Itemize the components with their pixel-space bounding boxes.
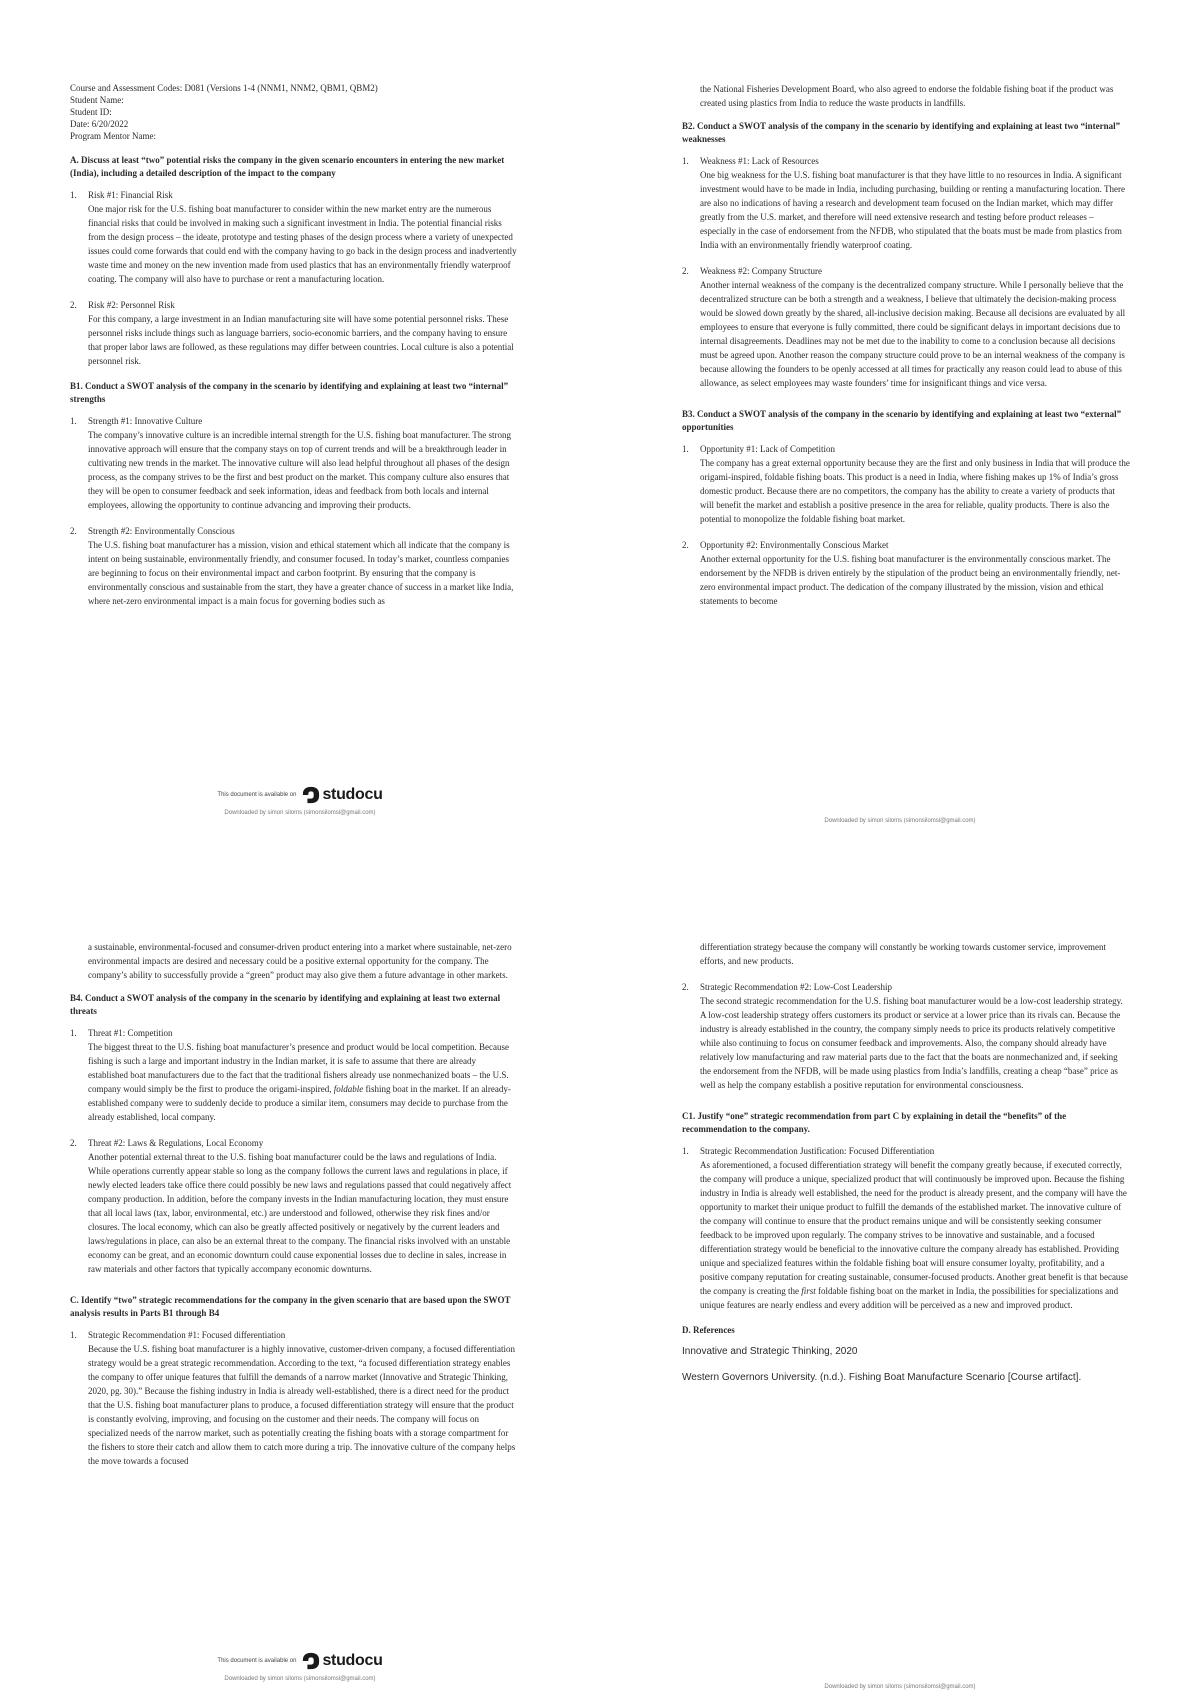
section-b3-heading: B3. Conduct a SWOT analysis of the company in the scenario by identifying and explaining at least two “external” opportunities bbox=[682, 409, 1122, 432]
reference-item: Western Governors University. (n.d.). Fishing Boat Manufacture Scenario [Course artifact]. bbox=[682, 1372, 1082, 1383]
threat1-title: Threat #1: Competition bbox=[88, 1028, 173, 1038]
recommendation1-title: Strategic Recommendation #1: Focused differentiation bbox=[88, 1330, 286, 1340]
page-footer bbox=[600, 812, 1200, 824]
strength2-title: Strength #2: Environmentally Conscious bbox=[88, 526, 235, 536]
footer-downloaded-text: Downloaded by simon siloms (simonsilomsl@gmail.com) bbox=[224, 810, 376, 816]
item-title: 1. Strength #1: Innovative Culture bbox=[70, 416, 203, 426]
list-item bbox=[682, 154, 1130, 252]
item-title: 1. Strategic Recommendation Justification: Focused Differentiation bbox=[682, 1146, 935, 1156]
weakness1-title: Weakness #1: Lack of Resources bbox=[700, 156, 819, 166]
section-c-heading: C. Identify “two” strategic recommendations for the company in the given scenario that are based upon the SWOT analysis results in Parts B1 through B4 bbox=[70, 1295, 511, 1318]
item-title: 1. Threat #1: Competition bbox=[70, 1028, 173, 1038]
list-item bbox=[70, 1026, 518, 1124]
section-c1-heading: C1. Justify “one” strategic recommendation from part C by explaining in detail the “benefits” of the recommendation to the company. bbox=[682, 1111, 1067, 1134]
footer-available-text: This document is available on bbox=[217, 1658, 297, 1664]
header-student-id: Student ID: bbox=[70, 107, 112, 117]
page-footer bbox=[0, 1652, 600, 1682]
list-item bbox=[70, 414, 518, 512]
justification-body-part: foldable fishing boat on the market in India, the possibilities for specializations and unique features are nearly endless and every addition will be perceived as a new and improved product. bbox=[700, 1286, 1119, 1310]
footer-downloaded-text: Downloaded by simon siloms (simonsilomsl@gmail.com) bbox=[824, 818, 976, 824]
list-item bbox=[682, 980, 1130, 1092]
header-student-name: Student Name: bbox=[70, 95, 124, 105]
threat2-body: Another potential external threat to the U.S. fishing boat manufacturer could be the laws and regulations of India. While operations currently appear stable so long as the company follows the current laws and regulations in place, if newly elected leaders take office there could possibly be new laws and regulations passed that could negatively affect company production. In addition, before the company invests in the Indian manufacturing location, they must ensure that all local laws (tax, labor, environmental, etc.) are understood and followed, otherwise they risk fines and/or closures. The local economy, which can also be greatly affected positively or negatively by the current leaders and laws/regulations in place, can also be an external threat to the company. The financial risks involved with an unstable economy can be great, and an economic downturn could cause exponential losses due to decline in sales, increase in raw materials and other factors that typically accompany economic downturns. bbox=[88, 1152, 512, 1274]
threat1-body bbox=[88, 1040, 518, 1124]
section-d-heading: D. References bbox=[682, 1325, 735, 1335]
document-page-4 bbox=[600, 850, 1200, 1700]
section-b4-heading: B4. Conduct a SWOT analysis of the company in the scenario by identifying and explaining at least two external threats bbox=[70, 993, 501, 1016]
opportunity2-body: Another external opportunity for the U.S. fishing boat manufacturer is the environmentally conscious market. The endorsement by the NFDB is driven entirely by the stipulation of the product being an environmentally friendly, net-zero environmental impact product. The dedication of the company illustrated by the mission, vision and ethical statements to become bbox=[700, 554, 1121, 606]
weakness2-title: Weakness #2: Company Structure bbox=[700, 266, 823, 276]
studocu-logo-icon bbox=[302, 1652, 320, 1670]
studocu-brand-name: studocu bbox=[322, 786, 383, 803]
item-title: 2. Threat #2: Laws & Regulations, Local Economy bbox=[70, 1138, 264, 1148]
footer-available-text: This document is available on bbox=[217, 792, 297, 798]
weakness1-body: One big weakness for the U.S. fishing boat manufacturer is that they have little to no resources in India. A significant investment would have to be made in India, including purchasing, building or renting a manufacturing location. There are also no indications of having a research and development team focused on the Indian market, which may differ greatly from the U.S. market, and therefore will need extensive research and testing before product releases – especially in the case of endorsement from the NFDB, who stipulated that the boats must be made from plastics from India with an environmentally friendly waterproof coating. bbox=[700, 170, 1125, 250]
item-title: 1. Risk #1: Financial Risk bbox=[70, 190, 173, 200]
item-title: 1. Opportunity #1: Lack of Competition bbox=[682, 444, 835, 454]
item-title: 1. Strategic Recommendation #1: Focused differentiation bbox=[70, 1330, 286, 1340]
threat1-body-emphasis: foldable bbox=[333, 1084, 364, 1094]
section-b1-heading: B1. Conduct a SWOT analysis of the company in the scenario by identifying and explaining at least two “internal” strengths bbox=[70, 381, 509, 404]
page-footer bbox=[0, 786, 600, 816]
justification-body-emphasis: first bbox=[801, 1286, 816, 1296]
list-item bbox=[70, 1328, 518, 1468]
item-title: 2. Strength #2: Environmentally Conscious bbox=[70, 526, 235, 536]
page-content bbox=[70, 940, 518, 1480]
page-content bbox=[70, 82, 518, 620]
opportunity1-title: Opportunity #1: Lack of Competition bbox=[700, 444, 835, 454]
opportunity2-title: Opportunity #2: Environmentally Conscious Market bbox=[700, 540, 889, 550]
justification-body-part: As aforementioned, a focused differentiation strategy will benefit the company greatly because, if executed correctly, the company will produce a unique, specialized product that will continuously be improved upon. Because the fishing industry in India is already well established, the need for the product is already present, and the company will have the opportunity to market their unique product to fulfill the demands of the established market. The innovative culture of the company will continue to ensure that the product remains unique and will be consistently seeking consumer feedback to be improved upon regularly. The company strives to be innovative and sustainable, and a focused differentiation strategy would be beneficial to the innovative culture the company already has established. Providing unique and specialized features within the foldable fishing boat will ensure consumer loyalty, profitability, and a positive company reputation for creating sustainable, consumer-focused products. Another great benefit is that because the company is creating the bbox=[700, 1160, 1128, 1296]
risk2-title: Risk #2: Personnel Risk bbox=[88, 300, 175, 310]
continued-text: a sustainable, environmental-focused and consumer-driven product entering into a market where sustainable, net-zero environmental impacts are desired and necessary could be a positive external opportunity for the company. The company’s ability to successfully provide a “green” product may also give them a future advantage in other markets. bbox=[88, 942, 512, 980]
footer-downloaded-text: Downloaded by simon siloms (simonsilomsl@gmail.com) bbox=[224, 1676, 376, 1682]
footer-downloaded-text: Downloaded by simon siloms (simonsilomsl@gmail.com) bbox=[824, 1684, 976, 1690]
justification-body bbox=[700, 1158, 1130, 1312]
item-title: 2. Risk #2: Personnel Risk bbox=[70, 300, 175, 310]
document-page-3 bbox=[0, 850, 600, 1700]
section-a-heading: A. Discuss at least “two” potential risks the company in the given scenario encounters in entering the new market (India), including a detailed description of the impact to the company bbox=[70, 155, 505, 178]
studocu-logo[interactable] bbox=[302, 1652, 382, 1670]
item-title: 2. Strategic Recommendation #2: Low-Cost Leadership bbox=[682, 982, 892, 992]
item-title: 2. Opportunity #2: Environmentally Conscious Market bbox=[682, 540, 889, 550]
page-content bbox=[682, 940, 1130, 1397]
page-content bbox=[682, 82, 1130, 620]
risk2-body: For this company, a large investment in an Indian manufacturing site will have some potential personnel risks. These personnel risks include things such as language barriers, socio-economic barriers, and the company having to ensure that proper labor laws are followed, as these regulations may differ between countries. Local culture is also a potential personnel risk. bbox=[88, 314, 514, 366]
item-title: 1. Weakness #1: Lack of Resources bbox=[682, 156, 819, 166]
list-item bbox=[70, 1136, 518, 1276]
page-footer bbox=[600, 1678, 1200, 1690]
threat1-body-part: The biggest threat to the U.S. fishing boat manufacturer’s presence and product would be local competition. Because fishing is such a large and important industry in the Indian market, it is safe to assume that there are already established boat manufacturers due to the fact that the traditional fishers already use nonmechanized boats – the U.S. company would simply be the first to produce the origami-inspired, bbox=[88, 1042, 509, 1094]
list-item bbox=[682, 264, 1130, 390]
header-program-mentor: Program Mentor Name: bbox=[70, 131, 156, 141]
studocu-brand-name: studocu bbox=[322, 1652, 383, 1669]
list-item bbox=[682, 1144, 1130, 1312]
strength1-body: The company’s innovative culture is an incredible internal strength for the U.S. fishing boat manufacturer. The strong innovative approach will ensure that the company stays on top of current trends and will be a breakthrough leader in cultivating new trends in the market. The innovative culture will also lead helpful throughout all phases of the design process, as the company strives to be the first and best product on the market. This company culture also ensures that they will be open to consumer feedback and seek information, ideas and feedback from both locals and internal employees, allowing the opportunity to continue advancing and improving their products. bbox=[88, 430, 511, 510]
reference-item: Innovative and Strategic Thinking, 2020 bbox=[682, 1346, 858, 1357]
list-item bbox=[70, 298, 518, 368]
strength1-title: Strength #1: Innovative Culture bbox=[88, 416, 203, 426]
header-date: Date: 6/20/2022 bbox=[70, 119, 129, 129]
header-course-codes: Course and Assessment Codes: D081 (Versions 1-4 (NNM1, NNM2, QBM1, QBM2) bbox=[70, 83, 378, 93]
list-item bbox=[70, 188, 518, 286]
list-item bbox=[682, 442, 1130, 526]
item-title: 2. Weakness #2: Company Structure bbox=[682, 266, 823, 276]
strength2-body: The U.S. fishing boat manufacturer has a mission, vision and ethical statement which all indicate that the company is intent on being sustainable, environmentally friendly, and consumer focused. In today’s market, countless companies are beginning to focus on their environmental impact and carbon footprint. By ensuring that the company is environmentally conscious and sustainable from the start, they have a greater chance of success in a market like India, where net-zero environmental impact is a main focus for governing bodies such as bbox=[88, 540, 514, 606]
threat1-body-part: fishing boat in the market. If an already-established company were to suddenly decide to produce a similar item, consumers may decide to purchase from the already established, local company. bbox=[88, 1084, 511, 1122]
document-page-2 bbox=[600, 0, 1200, 850]
list-item bbox=[70, 524, 518, 608]
continued-text: differentiation strategy because the company will constantly be working towards customer service, improvement efforts, and new products. bbox=[700, 942, 1106, 966]
risk1-body: One major risk for the U.S. fishing boat manufacturer to consider within the new market entry are the numerous financial risks that could be involved in making such a significant investment in India. The potential financial risks from the design process – the ideate, prototype and testing phases of the design process where a variety of unexpected issues could come forwards that could end with the company having to go back in the design process and inadvertently waste time and money on the new invention made from used plastics that has an environmentally friendly waterproof coating. The company will also have to purchase or rent a manufacturing location. bbox=[88, 204, 517, 284]
studocu-logo-icon bbox=[302, 786, 320, 804]
opportunity1-body: The company has a great external opportunity because they are the first and only business in India that will produce the origami-inspired, foldable fishing boats. This product is a need in India, where fishing makes up 1% of India’s gross domestic product. Because there are no competitors, the company has the ability to create a variety of products that will benefit the market and establish a positive presence in the area for reliable, quality products. There is also the potential to monopolize the foldable fishing boat market. bbox=[700, 458, 1130, 524]
recommendation2-body: The second strategic recommendation for the U.S. fishing boat manufacturer would be a low-cost leadership strategy. A low-cost leadership strategy offers customers its product or service at a lower price than its rivals can. Because the industry is already established in the country, the company simply needs to price its products relatively competitive while also continuing to focus on consumer feedback and improvements. Also, the company should already have relatively low manufacturing and raw material parts due to the fact that the boats are nonmechanized and, if seeking the endorsement from the NFDB, will be made using plastics from India’s landfills, creating a cheap “base” price as well as help the company establish a positive reputation for environmental consciousness. bbox=[700, 996, 1123, 1090]
recommendation1-body: Because the U.S. fishing boat manufacturer is a highly innovative, customer-driven company, a focused differentiation strategy would be a great strategic recommendation. According to the text, “a focused differentiation strategy enables the company to offer unique features that fulfill the demands of a narrow market (Innovative and Strategic Thinking, 2020, pg. 30).” Because the fishing industry in India is already well-established, there is a direct need for the product that the U.S. fishing boat manufacturer plans to produce, a focused differentiation strategy will ensure that the product is constantly evolving, improving, and focusing on the customer and their needs. The company will focus on specialized needs of the narrow market, such as potentially creating the fishing boats with a storage compartment for the fishers to store their catch and allow them to catch more during a trip. The innovative culture of the company helps the move towards a focused bbox=[88, 1344, 516, 1466]
document-page-1 bbox=[0, 0, 600, 850]
risk1-title: Risk #1: Financial Risk bbox=[88, 190, 173, 200]
recommendation2-title: Strategic Recommendation #2: Low-Cost Leadership bbox=[700, 982, 892, 992]
justification-title: Strategic Recommendation Justification: Focused Differentiation bbox=[700, 1146, 935, 1156]
threat2-title: Threat #2: Laws & Regulations, Local Economy bbox=[88, 1138, 264, 1148]
section-b2-heading: B2. Conduct a SWOT analysis of the company in the scenario by identifying and explaining at least two “internal” weaknesses bbox=[682, 121, 1121, 144]
weakness2-body: Another internal weakness of the company is the decentralized company structure. While I personally believe that the decentralized structure can be both a strength and a weakness, I believe that ultimately the decision-making process would be slowed down greatly by the shared, all-inclusive decision making. Because all decisions are evaluated by all employees to ensure that everyone is fully committed, there could be significant delays in important decisions due to internal disagreements. Deadlines may not be met due to the inability to come to a conclusion because all decisions must be agreed upon. Another reason the company structure could prove to be an internal weakness of the company is because allowing the founders to be openly accessed at all times for practically any reason could lead to abuse of this allowance, as select employees may waste founders’ time for insignificant things and vice versa. bbox=[700, 280, 1126, 388]
list-item bbox=[682, 538, 1130, 608]
studocu-logo[interactable] bbox=[302, 786, 382, 804]
continued-text: the National Fisheries Development Board, who also agreed to endorse the foldable fishing boat if the product was created using plastics from India to reduce the waste products in landfills. bbox=[700, 84, 1114, 108]
